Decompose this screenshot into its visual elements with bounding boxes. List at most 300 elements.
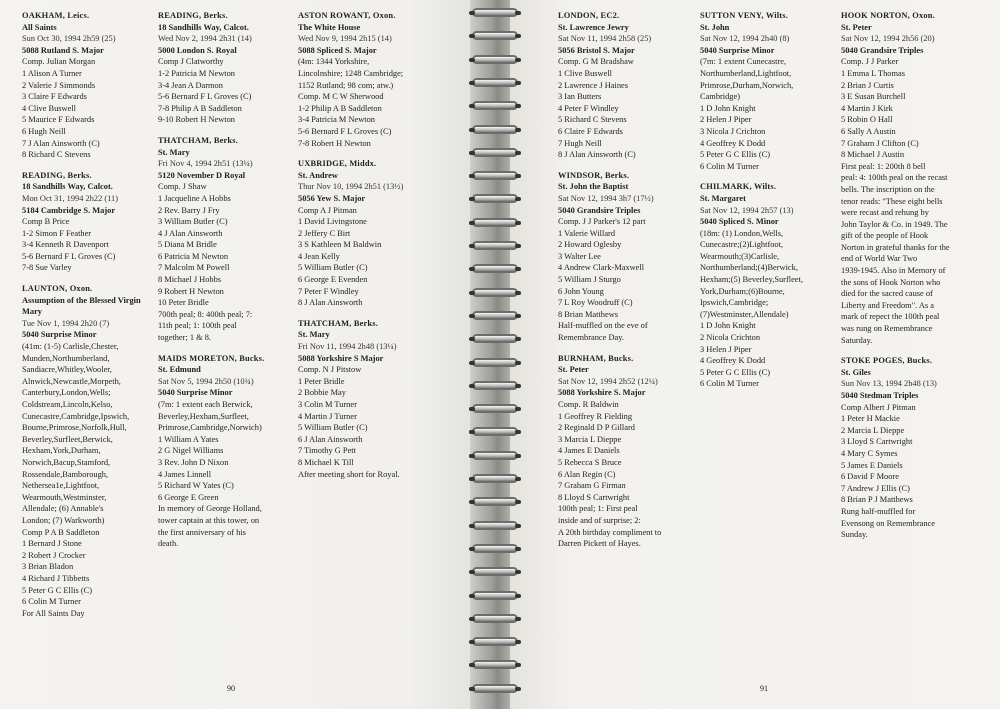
peal-line: 2 Helen J Piper xyxy=(700,115,752,125)
peal-line: were recast and rehung by xyxy=(841,208,929,218)
peal-line: 2 G Nigel Williams xyxy=(158,446,224,456)
peal-dedication: St. Margaret xyxy=(700,193,746,203)
peal-dedication: St. Peter xyxy=(841,22,872,32)
peal-entry xyxy=(558,10,698,161)
peal-line: 8 Brian P J Matthews xyxy=(841,495,913,505)
peal-line: 1 Jacqueline A Hobbs xyxy=(158,193,231,203)
peal-line: 8 Michael K Till xyxy=(298,457,354,467)
peal-line: 1 Alison A Turner xyxy=(22,68,82,78)
peal-line: 1 David Livingstone xyxy=(298,217,367,227)
peal-line: Ipswich,Cambridge; xyxy=(700,298,769,308)
peal-date: Wed Nov 9, 1994 2h15 (14) xyxy=(298,34,392,44)
peal-line: 7-8 Sue Varley xyxy=(22,263,72,273)
peal-line: Hexham,York,Durham, xyxy=(22,446,101,456)
peal-entry xyxy=(841,10,999,346)
peal-line: mark of repect the 100th peal xyxy=(841,312,940,322)
peal-line: was rung on Remembrance xyxy=(841,324,933,334)
peal-line: 7 Malcolm M Powell xyxy=(158,263,230,273)
peal-location: MAIDS MORETON, Bucks. xyxy=(158,353,265,363)
binding-ring xyxy=(472,497,518,506)
peal-line: Norwich,Bacup,Stamford, xyxy=(22,457,111,467)
peal-line: Sandiacre,Whitley,Wooler, xyxy=(22,365,112,375)
peal-line: 8 Brian Matthews xyxy=(558,309,619,319)
peal-dedication: All Saints xyxy=(22,22,57,32)
peal-line: Saturday. xyxy=(841,335,873,345)
left-column-1 xyxy=(22,10,157,628)
peal-line: 3 Colin M Turner xyxy=(298,400,357,409)
peal-location: UXBRIDGE, Middx. xyxy=(298,159,377,169)
peal-line: 1 Geoffrey R Fielding xyxy=(558,411,633,421)
peal-line: 6 George E Green xyxy=(158,492,219,502)
binding-ring xyxy=(472,660,518,669)
peal-line: Wearmouth;(3)Carlisle, xyxy=(700,251,780,261)
peal-line: died for the sacred cause of xyxy=(841,289,933,299)
left-column-3 xyxy=(298,10,468,489)
peal-line: Comp. Julian Morgan xyxy=(22,57,96,67)
peal-method: 5056 Bristol S. Major xyxy=(558,45,635,55)
peal-line: 5 Maurice F Edwards xyxy=(22,115,95,125)
peal-line: 5 William Butler (C) xyxy=(298,263,368,273)
peal-location: OAKHAM, Leics. xyxy=(22,11,90,20)
page-number-right: 91 xyxy=(760,684,768,693)
peal-line: 3 Rev. John D Nixon xyxy=(158,457,229,467)
peal-line: Comp. J J Parker xyxy=(841,57,899,67)
binding-ring xyxy=(472,55,518,64)
peal-location: CHILMARK, Wilts. xyxy=(700,182,777,192)
peal-line: 4 Jean Kelly xyxy=(298,251,340,261)
binding-ring xyxy=(472,544,518,553)
peal-entry xyxy=(22,10,157,161)
peal-line: Beverley,Hexham,Surfleet, xyxy=(158,411,249,421)
peal-line: Sunday. xyxy=(841,530,868,540)
peal-line: Rossendale,Bamborough, xyxy=(22,469,109,479)
peal-line: together; 1 & 8. xyxy=(158,333,212,343)
peal-line: 2 Reginald D P Gillard xyxy=(558,423,635,433)
binding-ring xyxy=(472,125,518,134)
peal-location: BURNHAM, Bucks. xyxy=(558,353,634,363)
peal-line: 6 Colin M Turner xyxy=(22,597,81,607)
peal-line: 4 Richard J Tibbetts xyxy=(22,573,90,583)
peal-method: 5120 November D Royal xyxy=(158,170,246,180)
peal-line: Evensong on Remembrance xyxy=(841,518,935,528)
peal-line: 2 Robert J Crocker xyxy=(22,550,86,560)
peal-line: 6 David F Moore xyxy=(841,472,899,482)
peal-line: 5 Peter G C Ellis (C) xyxy=(22,585,93,595)
peal-date: Sat Nov 12, 1994 2h40 (8) xyxy=(700,34,790,44)
peal-line: Comp. N J Pitstow xyxy=(298,365,362,375)
peal-line: bells. The inscription on the xyxy=(841,184,935,194)
peal-line: 3-4 Kenneth R Davenport xyxy=(22,240,109,250)
peal-line: Canterbury,London,Wells; xyxy=(22,388,111,398)
peal-line: (7)Westminster,Allendale) xyxy=(700,309,789,319)
binding-ring xyxy=(472,78,518,87)
peal-date: Thur Nov 10, 1994 2h51 (13½) xyxy=(298,182,404,192)
peal-line: Comp. R Baldwin xyxy=(558,400,619,409)
peal-line: Half-muffled on the eve of xyxy=(558,321,648,331)
peal-entry xyxy=(158,135,298,344)
peal-entry xyxy=(700,10,840,172)
peal-location: HOOK NORTON, Oxon. xyxy=(841,11,935,20)
peal-dedication: The White House xyxy=(298,22,361,32)
binding-ring xyxy=(472,637,518,646)
peal-method: 5056 Yew S. Major xyxy=(298,193,366,203)
peal-line: 1152 Rutland; 98 com; atw.) xyxy=(298,80,394,90)
peal-dedication: 18 Sandhills Way, Calcot. xyxy=(22,182,113,192)
peal-line: Nethersea1e,Lightfoot, xyxy=(22,481,100,491)
peal-dedication: St. Mary xyxy=(158,147,190,157)
binding-ring xyxy=(472,31,518,40)
peal-line: 3 Nicola J Crichton xyxy=(700,126,766,136)
peal-line: 7 Timothy G Pett xyxy=(298,446,356,456)
peal-method: 5040 Surprise Minor xyxy=(700,45,775,55)
peal-line: 6 Hugh Neill xyxy=(22,126,66,136)
right-column-2 xyxy=(700,10,840,399)
peal-line: death. xyxy=(158,539,179,549)
peal-line: (7m: 1 extent each Berwick, xyxy=(158,400,253,409)
peal-entry xyxy=(558,353,698,550)
peal-line: Comp B Price xyxy=(22,217,70,227)
peal-line: 100th peal; 1: First peal xyxy=(558,504,638,514)
peal-line: 3 Ian Butters xyxy=(558,92,602,102)
peal-line: 1 D John Knight xyxy=(700,321,756,331)
peal-line: For All Saints Day xyxy=(22,608,85,618)
peal-line: 2 Rev. Barry J Fry xyxy=(158,205,220,215)
peal-line: Primrose,Durham,Norwich, xyxy=(700,80,794,90)
peal-line: Comp. J J Parker's 12 part xyxy=(558,217,646,227)
peal-location: SUTTON VENY, Wilts. xyxy=(700,11,789,20)
peal-dedication: St. Edmund xyxy=(158,365,201,375)
peal-dedication: Assumption of the Blessed Virgin Mary xyxy=(22,295,141,317)
peal-line: Hexham;(5) Beverley,Surfleet, xyxy=(700,275,803,285)
binding-ring xyxy=(472,614,518,623)
peal-line: Munden,Northumberland, xyxy=(22,353,110,363)
peal-location: LONDON, EC2. xyxy=(558,11,620,20)
peal-line: After meeting short for Royal. xyxy=(298,469,400,479)
peal-line: 4 Geoffrey K Dodd xyxy=(700,356,766,366)
peal-line: Lincolnshire; 1248 Cambridge; xyxy=(298,68,404,78)
peal-line: 1 Bernard J Stone xyxy=(22,539,82,549)
peal-line: Bourne,Primrose,Norfolk,Hull, xyxy=(22,423,127,433)
peal-line: 2 Bobbie May xyxy=(298,388,346,398)
peal-line: Cunecastre,Cambridge,Ipswich, xyxy=(22,411,130,421)
peal-line: Wearmouth,Westminster, xyxy=(22,492,107,502)
peal-line: 1-2 Simon F Feather xyxy=(22,228,92,238)
peal-entry xyxy=(558,170,698,344)
peal-date: Sat Nov 12, 1994 2h56 (20) xyxy=(841,34,935,44)
binding-ring xyxy=(472,148,518,157)
peal-line: 3-4 Patricia M Newton xyxy=(298,115,375,125)
binding-ring xyxy=(472,311,518,320)
peal-line: 5 Rebecca S Bruce xyxy=(558,457,622,467)
peal-line: 5 Richard W Yates (C) xyxy=(158,481,234,491)
peal-location: STOKE POGES, Bucks. xyxy=(841,356,933,366)
peal-entry xyxy=(841,355,999,541)
peal-method: 5088 Rutland S. Major xyxy=(22,45,104,55)
peal-location: THATCHAM, Berks. xyxy=(298,318,379,328)
peal-entry xyxy=(22,170,157,274)
peal-line: Norton in grateful thanks for the xyxy=(841,242,950,252)
left-column-2 xyxy=(158,10,298,559)
peal-line: Comp P A B Saddleton xyxy=(22,527,100,537)
peal-line: 4 Clive Buswell xyxy=(22,103,76,113)
peal-date: Sun Oct 30, 1994 2h59 (25) xyxy=(22,34,116,44)
peal-line: 1 Emma L Thomas xyxy=(841,68,905,78)
peal-line: 4 Andrew Clark-Maxwell xyxy=(558,263,645,273)
peal-line: Comp. G M Bradshaw xyxy=(558,57,634,67)
peal-line: Comp Albert J Pitman xyxy=(841,402,916,412)
peal-line: Rung half-muffled for xyxy=(841,506,916,516)
peal-date: Fri Nov 11, 1994 2h48 (13¼) xyxy=(298,342,397,352)
peal-line: Beverley,Surfleet,Berwick, xyxy=(22,434,113,444)
peal-location: LAUNTON, Oxon. xyxy=(22,284,93,294)
peal-line: 1 William A Yates xyxy=(158,434,219,444)
peal-date: Sat Nov 12, 1994 2h57 (13) xyxy=(700,205,794,215)
peal-date: Sat Nov 12, 1994 3h7 (17½) xyxy=(558,193,654,203)
peal-line: Comp J Clatworthy xyxy=(158,57,224,67)
peal-line: A 20th birthday compliment to xyxy=(558,527,662,537)
peal-line: 6 Colin M Turner xyxy=(700,379,759,389)
peal-line: (4m: 1344 Yorkshire, xyxy=(298,57,370,67)
peal-line: John Taylor & Co. in 1949. The xyxy=(841,219,948,229)
peal-line: 7 Hugh Neill xyxy=(558,138,602,148)
peal-line: 3 Lloyd S Cartwright xyxy=(841,437,913,447)
peal-line: 7-8 Philip A B Saddleton xyxy=(158,103,242,113)
peal-method: 5088 Yorkshire S. Major xyxy=(558,388,646,398)
peal-line: 8 Lloyd S Cartwright xyxy=(558,492,630,502)
peal-line: Cunecastre;(2)Lightfoot, xyxy=(700,240,784,250)
binding-ring xyxy=(472,474,518,483)
peal-line: 4 Mary C Symes xyxy=(841,448,898,458)
peal-line: Coldstream,Lincoln,Kelso, xyxy=(22,400,113,409)
peal-line: 5-6 Bernard F L Groves (C) xyxy=(298,126,392,136)
peal-method: 5040 Stedman Triples xyxy=(841,391,919,400)
peal-line: 5 James E Daniels xyxy=(841,460,903,470)
peal-line: the sons of Hook Norton who xyxy=(841,277,941,287)
peal-line: 1 Peter H Mackie xyxy=(841,414,900,424)
peal-dedication: St. Andrew xyxy=(298,170,338,180)
peal-line: 4 Martin J Kirk xyxy=(841,103,893,113)
peal-line: Allendale; (6) Annable's xyxy=(22,504,104,514)
peal-line: 6 Sally A Austin xyxy=(841,126,896,136)
peal-entry xyxy=(158,10,298,126)
peal-entry xyxy=(158,353,298,550)
peal-line: Comp. J Shaw xyxy=(158,182,207,192)
binding-ring xyxy=(472,264,518,273)
peal-line: 8 J Alan Ainsworth xyxy=(298,298,363,308)
peal-line: 3 William Butler (C) xyxy=(158,217,228,227)
peal-line: 7 Graham J Clifton (C) xyxy=(841,138,919,148)
peal-line: 10 Peter Bridle xyxy=(158,298,209,308)
binding-ring xyxy=(472,171,518,180)
peal-line: 3 Marcia L Dieppe xyxy=(558,434,622,444)
peal-line: 5 Peter G C Ellis (C) xyxy=(700,367,771,377)
binding-ring xyxy=(472,101,518,110)
binding-ring xyxy=(472,218,518,227)
peal-line: 3 Claire F Edwards xyxy=(22,92,87,102)
peal-line: 2 Marcia L Dieppe xyxy=(841,425,905,435)
peal-method: 5040 Surprise Minor xyxy=(158,388,233,398)
peal-line: 1 Valerie Willard xyxy=(558,228,616,238)
peal-line: 2 Brian J Curtis xyxy=(841,80,894,90)
peal-dedication: 18 Sandhills Way, Calcot. xyxy=(158,22,249,32)
peal-location: THATCHAM, Berks. xyxy=(158,135,239,145)
peal-line: tenor reads: "These eight bells xyxy=(841,196,943,206)
peal-line: 7 L Roy Woodruff (C) xyxy=(558,298,633,308)
peal-line: 7 J Alan Ainsworth (C) xyxy=(22,138,100,148)
peal-line: 9 Robert H Newton xyxy=(158,286,224,296)
peal-location: READING, Berks. xyxy=(158,11,228,20)
peal-location: READING, Berks. xyxy=(22,170,92,180)
peal-date: Tue Nov 1, 1994 2h20 (7) xyxy=(22,318,110,328)
peal-date: Mon Oct 31, 1994 2h22 (11) xyxy=(22,193,118,203)
peal-location: WINDSOR, Berks. xyxy=(558,170,630,180)
binding-ring xyxy=(472,288,518,297)
peal-line: 1 Clive Buswell xyxy=(558,68,612,78)
peal-line: 1 Peter Bridle xyxy=(298,376,345,386)
peal-line: 5-6 Bernard F L Groves (C) xyxy=(22,251,116,261)
peal-line: 9-10 Robert H Newton xyxy=(158,115,235,125)
peal-line: 3 Brian Bladon xyxy=(22,562,74,572)
peal-line: 4 Peter F Windley xyxy=(558,103,619,113)
peal-line: York,Durham;(6)Bourne, xyxy=(700,286,785,296)
peal-dedication: St. Mary xyxy=(298,330,330,340)
peal-line: 1-2 Patricia M Newton xyxy=(158,68,235,78)
peal-line: Darren Pickett of Hayes. xyxy=(558,539,641,549)
binding-ring xyxy=(472,591,518,600)
peal-date: Sat Nov 11, 1994 2h58 (25) xyxy=(558,34,652,44)
peal-line: In memory of George Holland, xyxy=(158,504,262,514)
peal-method: 5040 Grandsire Triples xyxy=(558,205,641,215)
binding-ring xyxy=(472,567,518,576)
peal-line: 4 Martin J Turner xyxy=(298,411,357,421)
peal-entry xyxy=(298,318,468,480)
peal-line: First peal: 1: 200th 8 bell xyxy=(841,161,926,171)
peal-line: 6 Alan Regin (C) xyxy=(558,469,616,479)
peal-line: 1 D John Knight xyxy=(700,103,756,113)
peal-line: 2 Valerie J Simmonds xyxy=(22,80,96,90)
peal-line: 6 George E Evenden xyxy=(298,275,368,285)
peal-line: 3 Helen J Piper xyxy=(700,344,752,354)
peal-line: tower captain at this tower, on xyxy=(158,515,260,525)
peal-line: end of World War Two xyxy=(841,254,918,264)
peal-line: 6 J Alan Ainsworth xyxy=(298,434,363,444)
peal-line: 700th peal; 8: 400th peal; 7: xyxy=(158,309,253,319)
peal-line: inside and of surprise; 2: xyxy=(558,515,641,525)
peal-line: the first anniversary of his xyxy=(158,527,246,537)
peal-method: 5000 London S. Royal xyxy=(158,45,237,55)
peal-line: Primrose,Cambridge,Norwich) xyxy=(158,423,262,433)
peal-entry xyxy=(700,181,840,390)
peal-line: Alnwick,Newcastle,Morpeth, xyxy=(22,376,121,386)
peal-line: 5 Diana M Bridle xyxy=(158,240,217,250)
peal-entry xyxy=(22,283,157,619)
peal-line: 7 Andrew J Ellis (C) xyxy=(841,483,910,493)
peal-line: Northumberland;(4)Berwick, xyxy=(700,263,798,273)
peal-line: 4 J Alan Ainsworth xyxy=(158,228,223,238)
peal-date: Sat Nov 12, 1994 2h52 (12¼) xyxy=(558,376,658,386)
peal-line: 5-6 Bernard F L Groves (C) xyxy=(158,92,252,102)
peal-line: Liberty and Freedom". As a xyxy=(841,300,934,310)
binding-ring xyxy=(472,404,518,413)
peal-line: 2 Nicola Crichton xyxy=(700,333,761,343)
peal-line: Comp A J Pitman xyxy=(298,205,357,215)
peal-line: 2 Howard Oglesby xyxy=(558,240,622,250)
binding-ring xyxy=(472,684,518,693)
peal-line: 6 John Young xyxy=(558,286,604,296)
peal-line: Northumberland,Lightfoot, xyxy=(700,68,792,78)
peal-line: (41m: (1-5) Carlisle,Chester, xyxy=(22,342,119,352)
peal-line: 8 Michael J Hobbs xyxy=(158,275,222,285)
peal-line: 7-8 Robert H Newton xyxy=(298,138,371,148)
peal-line: 4 Geoffrey K Dodd xyxy=(700,138,766,148)
peal-line: Cambridge) xyxy=(700,92,741,102)
peal-line: 3 E Susan Burchell xyxy=(841,92,906,102)
peal-method: 5088 Yorkshire S Major xyxy=(298,353,384,363)
peal-line: 2 Lawrence J Haines xyxy=(558,80,628,90)
binding-ring xyxy=(472,8,518,17)
peal-line: 11th peal; 1: 100th peal xyxy=(158,321,237,331)
peal-line: peal: 4: 100th peal on the recast xyxy=(841,173,948,183)
binding-ring xyxy=(472,451,518,460)
peal-line: 6 Colin M Turner xyxy=(700,161,759,171)
binding-ring xyxy=(472,241,518,250)
binding-ring xyxy=(472,427,518,436)
peal-line: 2 Jeffery C Birt xyxy=(298,228,351,238)
peal-method: 5088 Spliced S. Major xyxy=(298,45,377,55)
peal-method: 5040 Grandsire Triples xyxy=(841,45,924,55)
peal-line: (7m: 1 extent Cunecastre, xyxy=(700,57,787,67)
peal-line: 5 Peter G C Ellis (C) xyxy=(700,150,771,160)
binding-ring xyxy=(472,381,518,390)
peal-line: 5 William Butler (C) xyxy=(298,423,368,433)
right-column-3 xyxy=(841,10,999,550)
peal-line: 6 Claire F Edwards xyxy=(558,126,623,136)
peal-line: Remembrance Day. xyxy=(558,333,624,343)
peal-line: 3-4 Jean A Darmon xyxy=(158,80,223,90)
peal-date: Fri Nov 4, 1994 2h51 (13¼) xyxy=(158,159,253,169)
peal-line: 8 J Alan Ainsworth (C) xyxy=(558,150,636,160)
peal-method: 5040 Spliced S. Minor xyxy=(700,217,779,227)
peal-entry xyxy=(298,158,468,309)
peal-line: 7 Peter F Windley xyxy=(298,286,359,296)
peal-dedication: St. Lawrence Jewry xyxy=(558,22,629,32)
peal-method: 5040 Surprise Minor xyxy=(22,330,97,340)
peal-line: 8 Richard C Stevens xyxy=(22,150,91,160)
peal-line: 3 Walter Lee xyxy=(558,251,601,261)
peal-line: 5 Robin O Hall xyxy=(841,115,893,125)
peal-line: 1-2 Philip A B Saddleton xyxy=(298,103,382,113)
peal-date: Sun Nov 13, 1994 2h48 (13) xyxy=(841,379,937,389)
peal-line: Comp. M C W Sherwood xyxy=(298,92,384,102)
peal-dedication: St. Peter xyxy=(558,365,589,375)
peal-dedication: St. John the Baptist xyxy=(558,182,629,192)
peal-line: 4 James Linnell xyxy=(158,469,212,479)
binding-ring xyxy=(472,358,518,367)
peal-line: 7 Graham G Firman xyxy=(558,481,626,491)
binding-ring xyxy=(472,521,518,530)
peal-dedication: St. Giles xyxy=(841,367,871,377)
peal-dedication: St. John xyxy=(700,22,730,32)
peal-line: 1939-1945. Also in Memory of xyxy=(841,266,946,276)
page-number-left: 90 xyxy=(227,684,235,693)
peal-entry xyxy=(298,10,468,149)
peal-line: 5 William J Sturgo xyxy=(558,275,621,285)
peal-line: 4 James E Daniels xyxy=(558,446,620,456)
peal-line: gift of the people of Hook xyxy=(841,231,929,241)
peal-line: 3 S Kathleen M Baldwin xyxy=(298,240,382,250)
peal-date: Sat Nov 5, 1994 2h50 (10¾) xyxy=(158,376,254,386)
binding-ring xyxy=(472,194,518,203)
